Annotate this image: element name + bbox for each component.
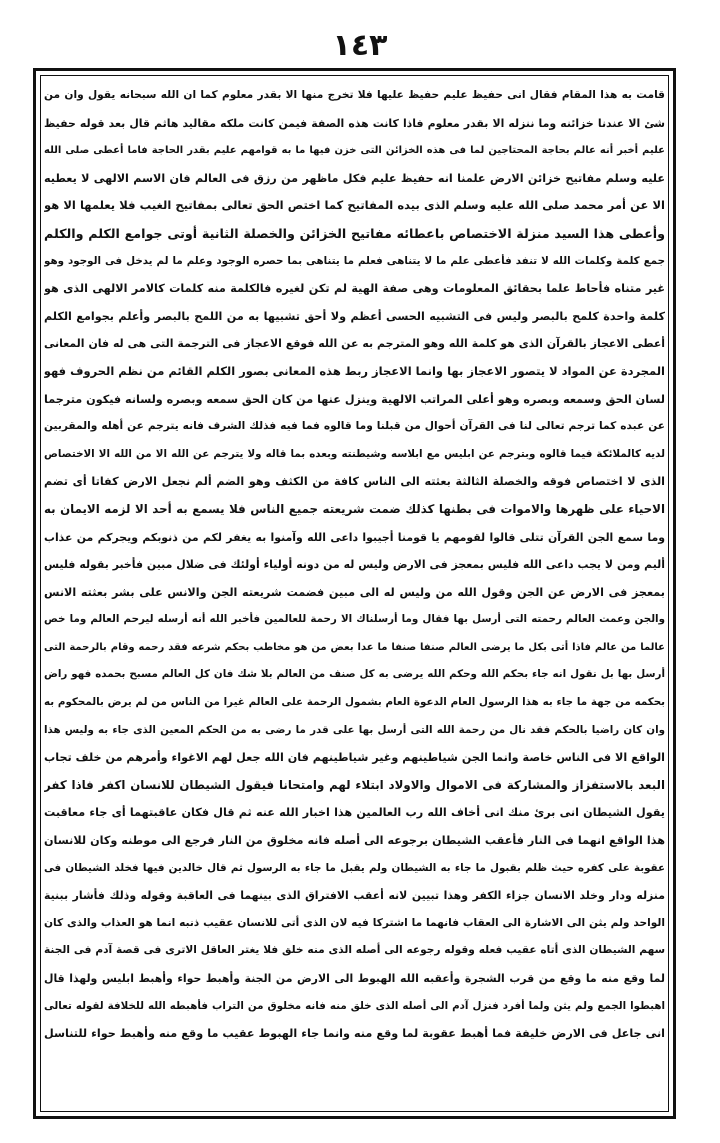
text-line: أعطى الاعجاز بالقرآن الذى هو كلمة الله وهو المترجم به عن الله فوقع الاعجاز فى الترجمة التى هى له فان المعانى <box>44 337 665 351</box>
text-line: كلمة واحدة كلمح بالبصر وليس فى التشبيه الحسى أعظم ولا أحق تشبيها به من اللمح بالبصر وأعلم بجوامع الكلم <box>44 309 665 323</box>
text-line: اهبطوا الجمع ولم يثن ولما أفرد فنزل آدم الى أصله الذى خلق منه فانه مخلوق من التراب فأهبطه الله للخلافة لقوله تعالى <box>44 999 665 1012</box>
text-line: وان كان راضيا بالحكم فقد نال من رحمة الله التى أرسل بها على قدر ما رضى به من الحكم المعين الذى جاء به وليس هذا <box>44 723 665 736</box>
text-line: عليه وسلم مفاتيح خزائن الارض علمنا انه حفيظ عليم فكل ماظهر من رزق فى العالم فان الاسم الالهى لا يعطيه <box>44 171 665 185</box>
text-line: الواحد ولم يثن الى الاشارة الى العقاب فانهما ما اشتركا فيه لان الذى أتى للانسان عقيب ذنبه انما هو العذاب والذى كان <box>44 916 665 929</box>
text-line: لديه كالملائكة فيما قالوه وبترجم عن ابليس مع ابلاسه وشيطنته وبعده بما قاله ولا يترجم عن الله الا من الله الا الاختصاص <box>44 447 665 460</box>
text-line: لما وقع منه ما وقع من قرب الشجرة وأعقبه الله الهبوط الى الارض من الجنة وأهبط حواء وأهبط ابليس ولهذا قال <box>44 972 665 985</box>
text-line: سهم الشيطان الذى أتاه عقيب فعله وقوله رجوعه الى أصله الذى منه خلق فلا يغتر العاقل الاترى فى قصة آدم فى الجنة <box>44 944 665 957</box>
text-line: عليم أخبر أنه عالم بحاجة المحتاجين لما فى هذه الخزائن التى خزن فيها ما به قوامهم عليم بقدر الحاجة فاما أعطى صلى الله <box>44 145 665 157</box>
text-line: وأعطى هذا السيد منزلة الاختصاص باعطائه مفاتيح الخزائن والخصلة الثانية أوتى جوامع الكلم والكلم <box>44 225 665 241</box>
text-line: الواقع الا فى الناس خاصة وانما الجن شياطينهم وغير شياطينهم فان الله جعل لهم الاغواء وأمرهم من خلف تجاب <box>44 751 665 765</box>
text-line: البعد بالاستفزاز والمشاركة فى الاموال والاولاد ابتلاء لهم وامتحانا فيقول الشيطان للانسان اكفر فاذا كفر <box>44 777 665 792</box>
text-line: انى جاعل فى الارض خليفة فما أهبط عقوبة لما وقع منه وانما جاء الهبوط عقيب ما وقع منه وأهبط حواء للتناسل <box>44 1027 665 1041</box>
text-line: الا عن أمر محمد صلى الله عليه وسلم الذى بيده المفاتيح كما اختص الحق تعالى بمفاتيح الغيب فلا يعلمها الا هو <box>44 198 665 213</box>
text-line: هذا الواقع انهما فى النار فأعقب الشيطان برجوعه الى أصله فانه مخلوق من النار فرجع الى موطنه وكان للانسان <box>44 834 665 848</box>
text-line: منزله ودار وخلد الانسان جزاء الكفر وهذا تبيين لانه أعقب الافتراق الذى بينهما فى العاقبة وقوله وذلك فأشار ببنية <box>44 889 665 903</box>
text-line: شئ الا عندنا خزائنه وما ننزله الا بقدر معلوم فاذا كانت هذه الصفة فيمن كانت ملكه مقاليد هاثم قال بعد قوله حفيظ <box>44 116 665 130</box>
text-line: عن عبده كما ترجم تعالى لنا فى القرآن أحوال من قبلنا وما قالوه فما فيه فذلك الشرف فانه يترجم عن أهله والمقربين <box>44 420 665 433</box>
page-number: ١٤٣ <box>332 28 388 63</box>
text-line: غير متناه فأحاط علما بحقائق المعلومات وهى صفة الهية لم تكن لغيره فالكلمة منه كلمات كالامر الالهى الذى هو <box>44 282 665 296</box>
text-line: المجردة عن المواد لا يتصور الاعجاز بها وانما الاعجاز ربط هذه المعانى بصور الكلم القائم من نظم الحروف فهو <box>44 363 665 378</box>
text-line: وما سمع الجن القرآن تتلى قالوا لقومهم يا قومنا أجيبوا داعى الله وآمنوا به يغفر لكم من ذنوبكم ويجركم من عذاب <box>44 530 665 544</box>
text-body <box>44 82 665 1106</box>
text-line: عالما من عالم فاذا أتى بكل ما يرضى العالم صنفا صنفا ما عدا بعض من هو مخاطب بحكم شرعه فقد رحمه وقام بالرحمة التى <box>44 641 665 653</box>
text-line: بمعجز فى الارض عن الجن وقول الله من وليس له الى مبين فضمت شريعته الجن والانس على بشر بعثته الانس <box>44 585 665 599</box>
text-line: أليم ومن لا يجب داعى الله فليس بمعجز فى الارض وليس له من دونه أولياء أولئك فى ضلال مبين فأخبر بقوله فليس <box>44 558 665 572</box>
text-line: يقول الشيطان انى برئ منك انى أخاف الله رب العالمين هذا اخبار الله عنه ثم قال فكان عاقبتهما أى جاء معاقبت <box>44 806 665 820</box>
text-line: بحكمه من جهة ما جاء به هذا الرسول العام الدعوة العام بشمول الرحمة على العالم غيرا من الناس من لم يرض بالمحكوم به <box>44 696 665 709</box>
text-line: عقوبة على كفره حيث ظلم بقبول ما جاء به الشيطان ولم يقبل ما جاء به الرسول ثم قال خالدين فيها فخلد الشيطان فى <box>44 861 665 874</box>
text-line: قامت به هذا المقام فقال انى حفيظ عليم حفيظ عليها فلا تخرج منها الا بقدر معلوم كما ان الله سبحانه يقول وان من <box>44 89 665 101</box>
text-line: أرسل بها بل نقول انه جاء بحكم الله وحكم الله يرضى به كل صنف من العالم بلا شك فان كل العالم مسبح بحمده فهو راض <box>44 668 665 681</box>
text-line: الاحياء على ظهرها والاموات فى بطنها كذلك ضمت شريعته جميع الناس فلا يسمع به أحد الا لزمه الايمان به <box>44 501 665 516</box>
text-line: الذى لا اختصاص فوقه والخصلة الثالثة بعثته الى الناس كافة من الكثف وهو الضم ألم نجعل الارض كفاتا أى تضم <box>44 475 665 489</box>
text-line: جمع كلمة وكلمات الله لا تنفد فأعطى علم ما لا يتناهى فعلم ما يتناهى بما حصره الوجود وعلم ما لم يدخل فى الوجود وهو <box>44 254 665 267</box>
text-line: لسان الحق وسمعه وبصره وهو أعلى المراتب الالهية وينزل عنها من كان الحق سمعه وبصره ولسانه فيكون مترجما <box>44 392 665 406</box>
text-line: والجن وعمت العالم رحمته التى أرسل بها فقال وما أرسلناك الا رحمة للعالمين فأخبر الله أنه أرسله ليرحم العالم وما خص <box>44 613 665 626</box>
